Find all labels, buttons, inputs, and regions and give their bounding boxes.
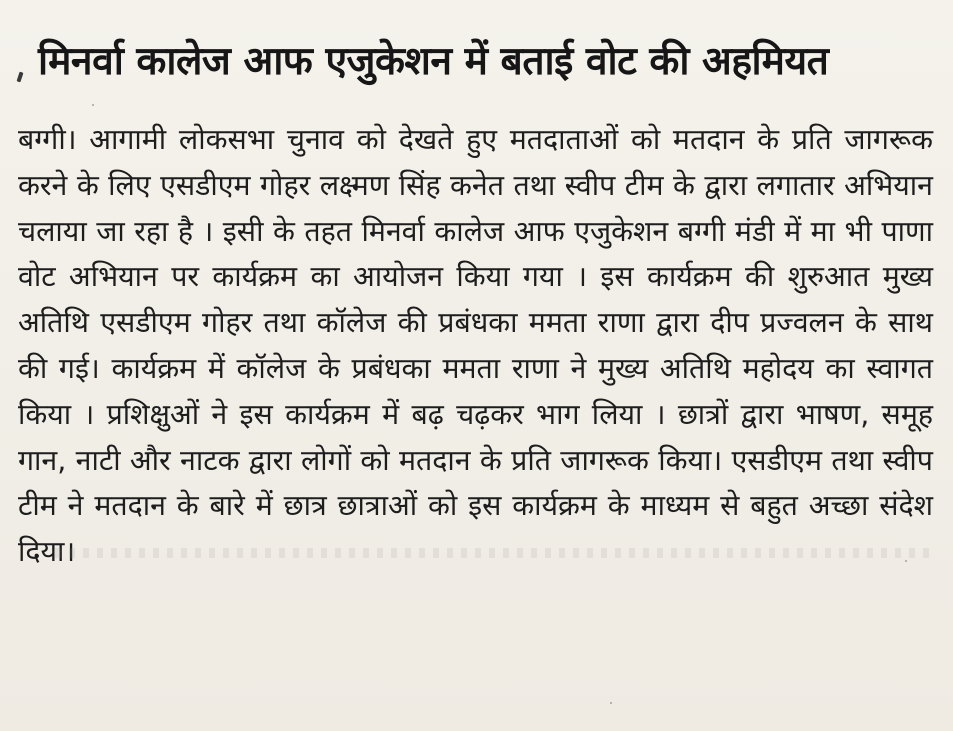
paper-speck bbox=[905, 560, 907, 562]
paper-speck bbox=[92, 104, 94, 106]
headline: मिनर्वा कालेज आफ एजुकेशन में बताई वोट की अहमियत bbox=[38, 39, 829, 84]
paper-speck bbox=[610, 702, 612, 704]
print-mark bbox=[17, 72, 24, 83]
article-body: बग्गी। आगामी लोकसभा चुनाव को देखते हुए मतदाताओं को मतदान के प्रति जागरूक करने के लिए एसडीएम गोहर लक्ष्मण सिंह कनेत तथा स्वीप टीम के द्वारा लगातार अभियान चलाया जा रहा है । इसी के तहत मिनर्वा कालेज आफ एजुकेशन बग्गी मंडी में मा भी पाणा वोट अभियान पर कार्यक्रम का आयोजन किया गया । इस कार्यक्रम की शुरुआत मुख्य अतिथि एसडीएम गोहर तथा कॉलेज की प्रबंधका ममता राणा द्वारा दीप प्रज्वलन के साथ की गई। कार्यक्रम में कॉलेज के प्रबंधका ममता राणा ने मुख्य अतिथि महोदय का स्वागत किया । प्रशिक्षुओं ने इस कार्यक्रम में बढ़ चढ़कर भाग लिया । छात्रों द्वारा भाषण, समूह गान, नाटी और नाटक द्वारा लोगों को मतदान के प्रति जागरूक किया। एसडीएम तथा स्वीप टीम ने मतदान के बारे में छात्र छात्राओं को इस कार्यक्रम के माध्यम से बहुत अच्छा संदेश दिया। bbox=[18, 123, 933, 569]
ink-bleed-through bbox=[55, 548, 935, 558]
